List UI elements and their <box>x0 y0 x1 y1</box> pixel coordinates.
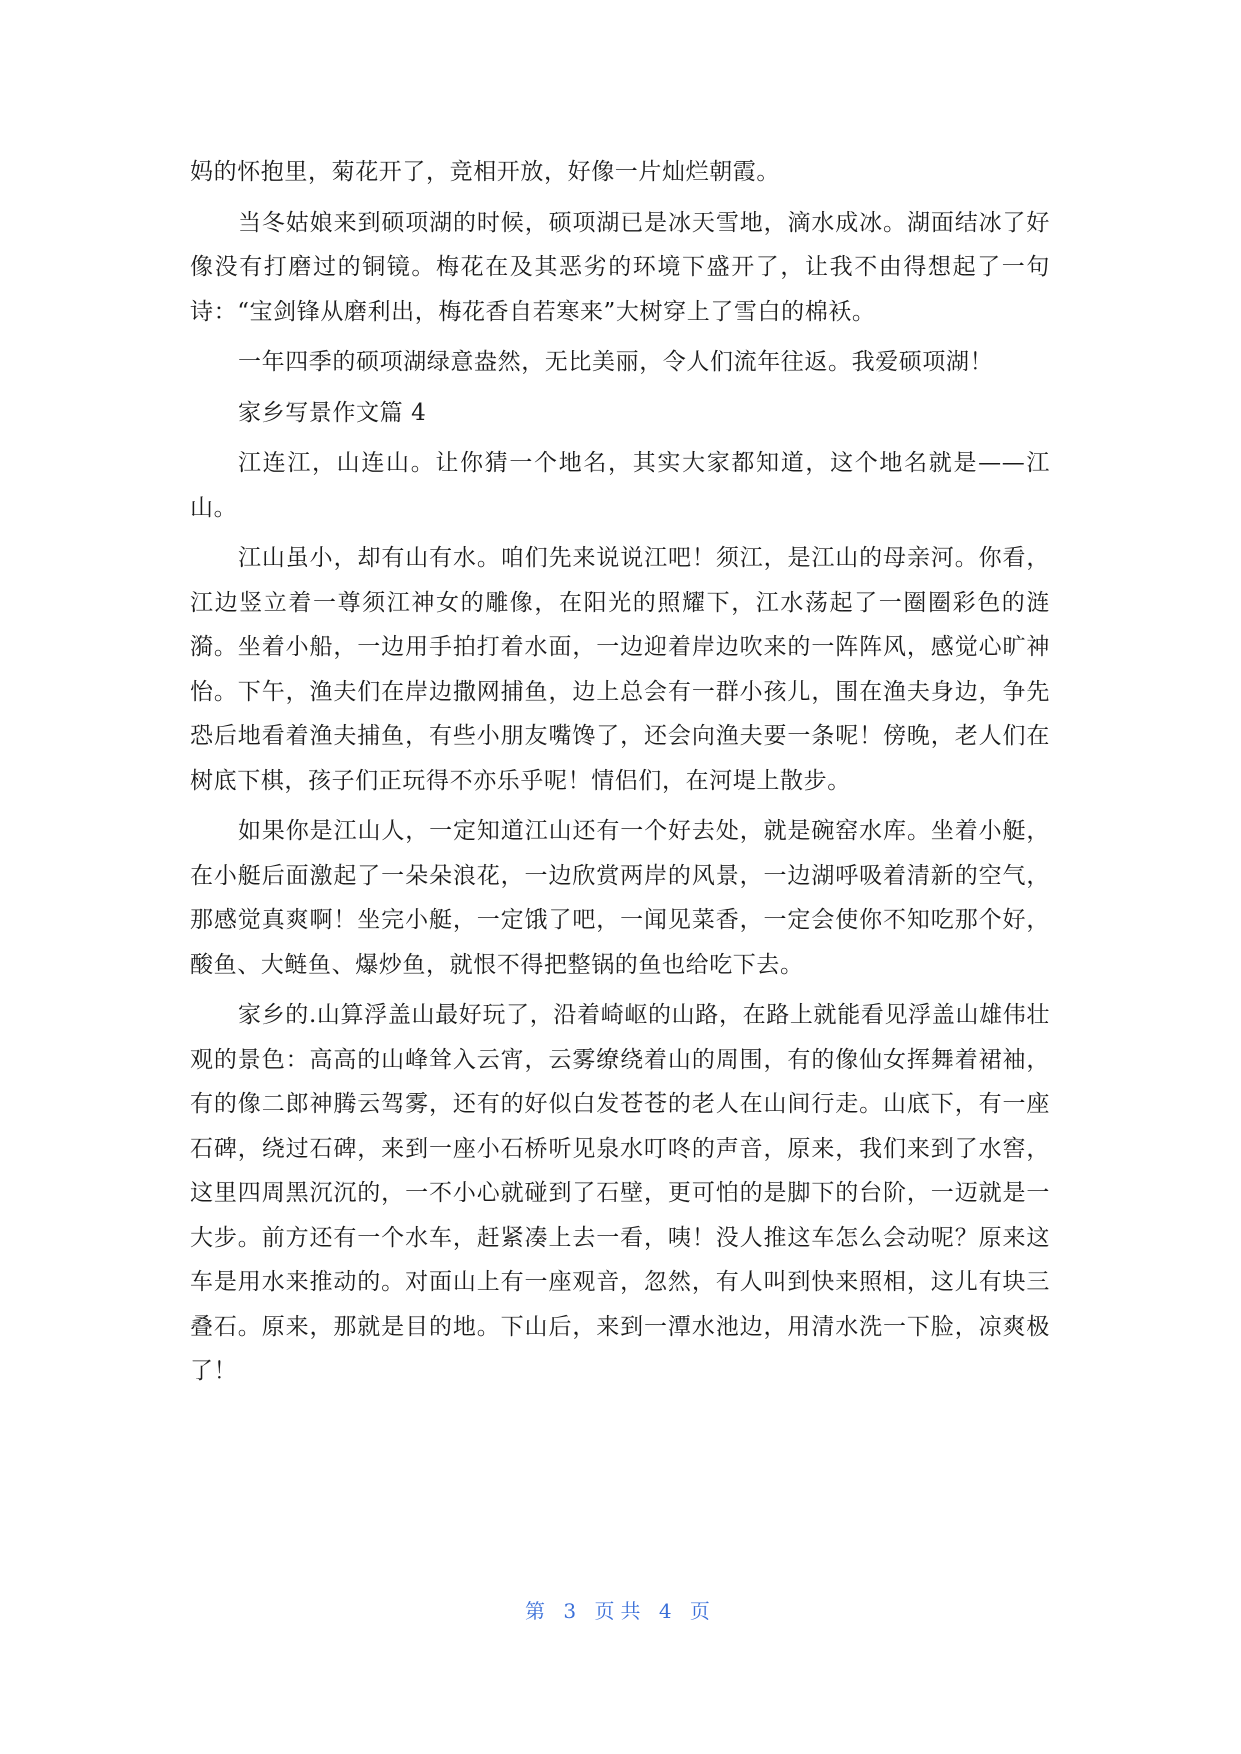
section-heading: 家乡写景作文篇 4 <box>238 399 427 426</box>
paragraph-7: 如果你是江山人，一定知道江山还有一个好去处，就是碗窑水库。坐着小艇，在小艇后面激起了一朵朵浪花，一边欣赏两岸的风景，一边湖呼吸着清新的空气，那感觉真爽啊！坐完小艇，一定饿了吧，一闻见菜香，一定会使你不知吃那个好，酸鱼、大鲢鱼、爆炒鱼，就恨不得把整锅的鱼也给吃下去。 <box>190 818 1050 978</box>
paragraph-6: 江山虽小，却有山有水。咱们先来说说江吧！须江，是江山的母亲河。你看，江边竖立着一尊须江神女的雕像，在阳光的照耀下，江水荡起了一圈圈彩色的涟漪。坐着小船，一边用手拍打着水面，一边迎着岸边吹来的一阵阵风，感觉心旷神怡。下午，渔夫们在岸边撒网捕鱼，边上总会有一群小孩儿，围在渔夫身边，争先恐后地看着渔夫捕鱼，有些小朋友嘴馋了，还会向渔夫要一条呢！傍晚，老人们在树底下棋，孩子们正玩得不亦乐乎呢！情侣们，在河堤上散步。 <box>190 545 1050 794</box>
paragraph-1: 妈的怀抱里，菊花开了，竞相开放，好像一片灿烂朝霞。 <box>190 159 780 185</box>
paragraph-5: 江连江，山连山。让你猜一个地名，其实大家都知道，这个地名就是——江山。 <box>190 450 1050 521</box>
paragraph-2: 当冬姑娘来到硕项湖的时候，硕项湖已是冰天雪地，滴水成冰。湖面结冰了好像没有打磨过的铜镜。梅花在及其恶劣的环境下盛开了，让我不由得想起了一句诗：“宝剑锋从磨利出，梅花香自若寒来”大树穿上了雪白的棉袄。 <box>190 209 1050 325</box>
paragraph-8: 家乡的.山算浮盖山最好玩了，沿着崎岖的山路，在路上就能看见浮盖山雄伟壮观的景色：高高的山峰耸入云宵，云雾缭绕着山的周围，有的像仙女挥舞着裙袖，有的像二郎神腾云驾雾，还有的好似白发苍苍的老人在山间行走。山底下，有一座石碑，绕过石碑，来到一座小石桥听见泉水叮咚的声音，原来，我们来到了水窖，这里四周黑沉沉的，一不小心就碰到了石壁，更可怕的是脚下的台阶，一迈就是一大步。前方还有一个水车，赶紧凑上去一看，咦！没人推这车怎么会动呢？原来这车是用水来推动的。对面山上有一座观音，忽然，有人叫到快来照相，这儿有块三叠石。原来，那就是目的地。下山后，来到一潭水池边，用清水洗一下脸，凉爽极了！ <box>190 1002 1050 1384</box>
document-body <box>190 150 1050 1400</box>
paragraph-3: 一年四季的硕项湖绿意盎然，无比美丽，令人们流年往返。我爱硕项湖！ <box>238 349 994 375</box>
page-number-footer: 第 3 页共 4 页 <box>525 1599 716 1623</box>
